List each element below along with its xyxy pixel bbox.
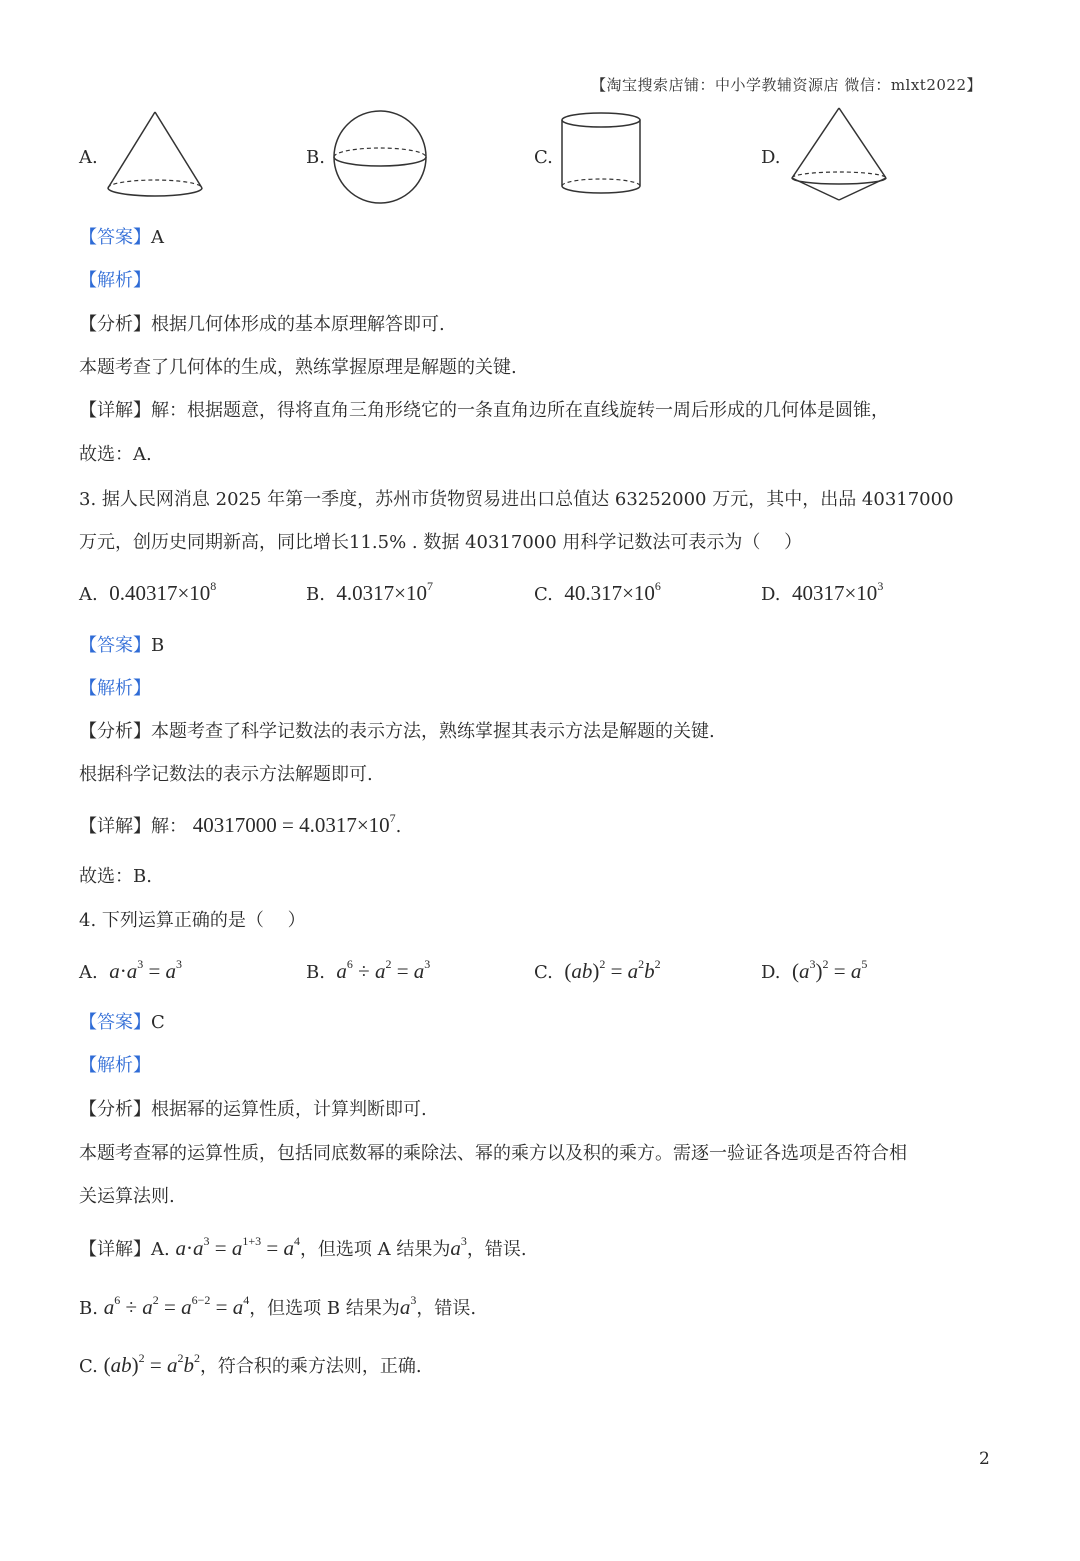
q3-xiangjie: 【详解】解： $40317000 = 4.0317\times 10^7$. — [79, 811, 402, 837]
q3-conclusion: 故选：B. — [79, 866, 152, 887]
q3-stem-line1: 3. 据人民网消息 2025 年第一季度，苏州市货物贸易进出口总值达 63252000 万元，其中，出品 40317000 — [79, 489, 954, 510]
double-cone-icon — [787, 104, 891, 206]
q4-xiangjie-b: B. $a^6 \div a^2 = a^{6-2} = a^4$，但选项 B 结果为$a^3$，错误. — [79, 1293, 477, 1319]
q4-jiexi: 【解析】 — [79, 1055, 151, 1076]
q3-answer: 【答案】B — [79, 635, 165, 656]
q3-option-c: C. $40.317\times 10^6$ — [534, 579, 661, 605]
q3-option-b: B. $4.0317\times 10^7$ — [306, 579, 433, 605]
q4-option-a: A. $a\cdot a^3 = a^3$ — [79, 957, 183, 983]
q2-xiangjie: 【详解】解：根据题意，得将直角三角形绕它的一条直角边所在直线旋转一周后形成的几何体是圆锥， — [79, 400, 889, 421]
q3-jiexi: 【解析】 — [79, 678, 151, 699]
cylinder-icon — [558, 110, 644, 198]
q4-stem: 4. 下列运算正确的是（ ） — [79, 910, 306, 931]
option-b-label: B. — [306, 147, 325, 168]
sphere-icon — [330, 108, 430, 206]
q3-analysis-line: 根据科学记数法的表示方法解题即可. — [79, 764, 373, 785]
q4-option-c: C. $(ab)^2 = a^2b^2$ — [534, 957, 661, 983]
q2-conclusion: 故选：A. — [79, 444, 152, 465]
q2-jiexi: 【解析】 — [79, 270, 151, 291]
option-d-label: D. — [761, 147, 781, 168]
q3-option-d: D. $40317\times 10^3$ — [761, 579, 884, 605]
q2-fenxi: 【分析】根据几何体形成的基本原理解答即可. — [79, 314, 445, 335]
q4-option-d: D. $(a^3)^2 = a^5$ — [761, 957, 868, 983]
q2-answer: 【答案】A — [79, 227, 164, 248]
q4-xiangjie-c: C. $(ab)^2 = a^2b^2$，符合积的乘方法则，正确. — [79, 1351, 422, 1377]
q4-fenxi: 【分析】根据幂的运算性质，计算判断即可. — [79, 1099, 427, 1120]
q3-fenxi: 【分析】本题考查了科学记数法的表示方法，熟练掌握其表示方法是解题的关键. — [79, 721, 715, 742]
q3-stem-line2: 万元，创历史同期新高，同比增长11.5% . 数据 40317000 用科学记数法可表示为（ ） — [79, 532, 803, 553]
page-number: 2 — [979, 1449, 990, 1469]
q4-analysis-line1: 本题考查幂的运算性质，包括同底数幂的乘除法、幂的乘方以及积的乘方。需逐一验证各选项是否符合相 — [79, 1143, 907, 1164]
q3-option-a: A. $0.40317\times 10^8$ — [79, 579, 217, 605]
q4-xiangjie-a: 【详解】A. $a\cdot a^3 = a^{1+3} = a^4$，但选项 A 结果为$a^3$，错误. — [79, 1234, 527, 1260]
cone-icon — [100, 108, 210, 200]
option-c-label: C. — [534, 147, 553, 168]
page-header: 【淘宝搜索店铺：中小学教辅资源店 微信：mlxt2022】 — [591, 76, 982, 94]
q2-analysis-line: 本题考查了几何体的生成，熟练掌握原理是解题的关键. — [79, 357, 517, 378]
q4-option-b: B. $a^6 \div a^2 = a^3$ — [306, 957, 431, 983]
q4-analysis-line2: 关运算法则. — [79, 1186, 175, 1207]
option-a-label: A. — [79, 147, 98, 168]
q4-answer: 【答案】C — [79, 1012, 165, 1033]
